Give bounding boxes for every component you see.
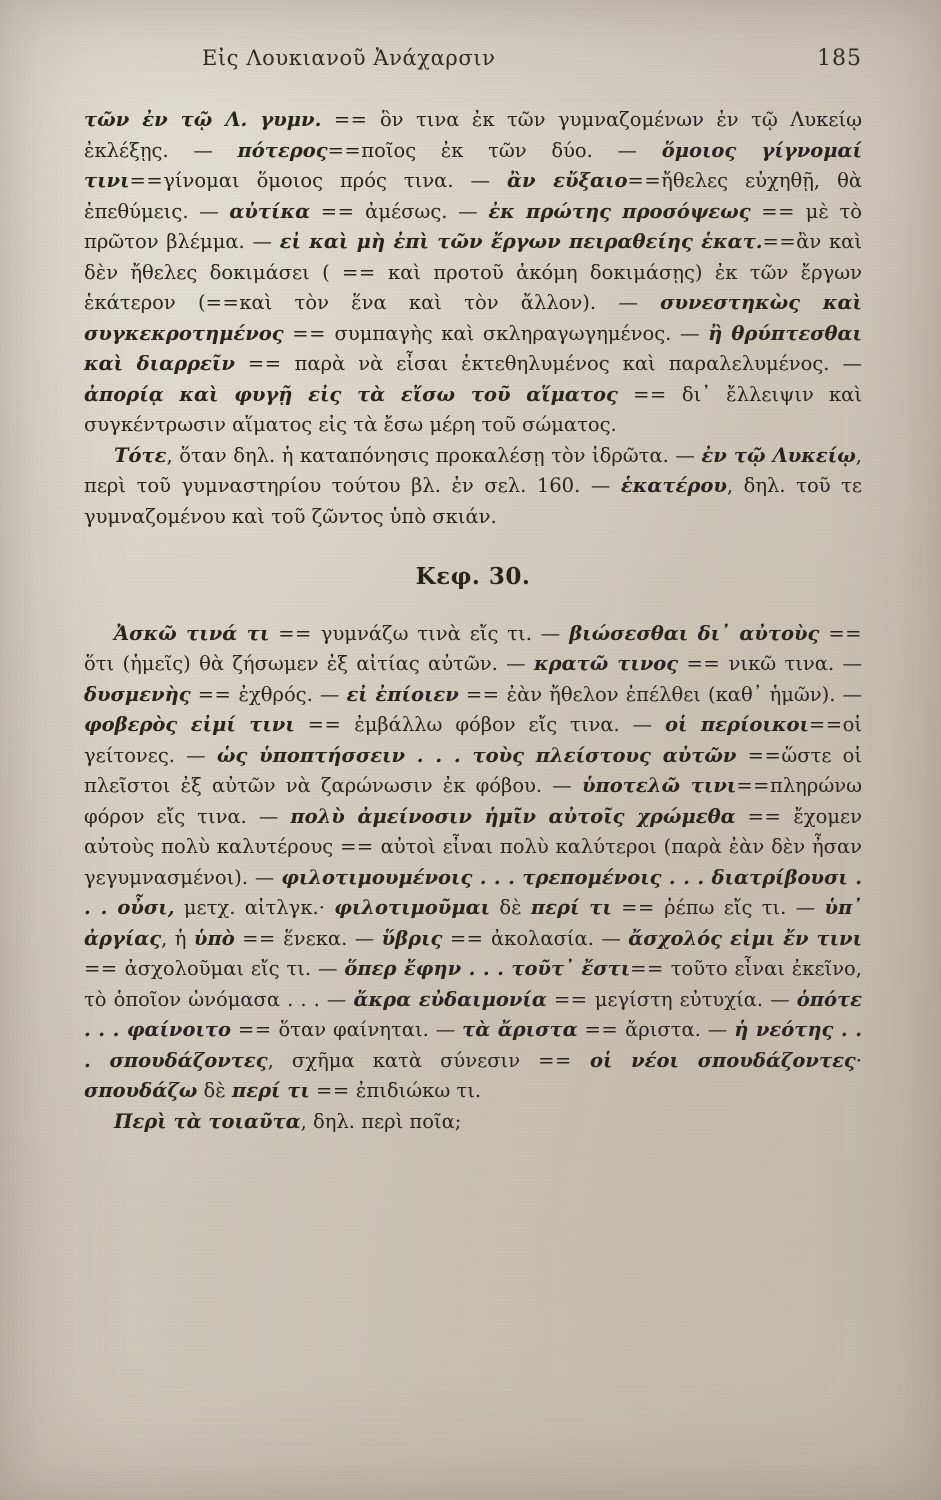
paragraph-commentary-2: Τότε, ὅταν δηλ. ἡ καταπόνησις προκαλέσῃ τὸν ἱδρῶτα. — ἐν τῷ Λυκείῳ, περὶ τοῦ γυμναστηρίου τούτου βλ. ἐν σελ. 160. — ἑκατέρου, δηλ. τοῦ τε γυμναζομένου καὶ τοῦ ζῶντος ὑπὸ σκιάν. — [84, 443, 862, 528]
paragraph-commentary-3: Ἀσκῶ τινά τι == γυμνάζω τινὰ εἴς τι. — βιώσεσθαι δι᾿ αὐτοὺς == ὅτι (ἡμεῖς) θὰ ζήσωμεν ἐξ αἰτίας αὐτῶν. — κρατῶ τινος == νικῶ τινα. — δυσμενὴς == ἐχθρός. — εἰ ἐπίοιεν == ἐὰν ἤθελον ἐπέλθει (καθ᾿ ἡμῶν). — φοβερὸς εἰμί τινι == ἐμβάλλω φόβον εἴς τινα. — οἱ περίοικοι==οἱ γείτονες. — ὡς ὑποπτήσσειν . . . τοὺς πλείστους αὐτῶν ==ὥστε οἱ πλεῖστοι ἐξ αὐτῶν νὰ ζαρώνωσιν ἐκ φόβου. — ὑποτελῶ τινι==πληρώνω φόρον εἴς τινα. — πολὺ ἀμείνοσιν ἡμῖν αὐτοῖς χρώμεθα == ἔχομεν αὐτοὺς πολὺ καλυτέρους == αὐτοὶ εἶναι πολὺ καλύτεροι (παρὰ ἐὰν δὲν ἦσαν γεγυμνασμένοι). — φιλοτιμουμένοις . . . τρεπομένοις . . . διατρίβουσι . . . οὖσι, μετχ. αἰτλγκ.· φιλοτιμοῦμαι δὲ περί τι == ῥέπω εἴς τι. — ὑπ᾿ ἀργίας, ἡ ὑπὸ == ἕνεκα. — ὕβρις == ἀκολασία. — ἄσχολός εἰμι ἔν τινι == ἀσχολοῦμαι εἴς τι. — ὅπερ ἔφην . . . τοῦτ᾿ ἔστι== τοῦτο εἶναι ἐκεῖνο, τὸ ὁποῖον ὠνόμασα . . . — ἄκρα εὐδαιμονία == μεγίστη εὐτυχία. — ὁπότε . . . φαίνοιτο == ὅταν φαίνηται. — τὰ ἄριστα == ἄριστα. — ἡ νεότης . . . σπουδάζοντες, σχῆμα κατὰ σύνεσιν == οἱ νέοι σπουδάζοντες· σπουδάζω δὲ περί τι == ἐπιδιώκω τι. — [84, 621, 863, 1102]
running-title: Εἰς Λουκιανοῦ Ἀνάχαρσιν — [202, 46, 496, 70]
body-text — [72, 105, 872, 1137]
page-number: 185 — [817, 46, 862, 71]
page-content — [72, 46, 872, 1137]
paragraph-commentary-1: τῶν ἐν τῷ Λ. γυμν. == ὃν τινα ἐκ τῶν γυμναζομένων ἐν τῷ Λυκείῳ ἐκλέξῃς. — πότερος==ποῖος ἐκ τῶν δύο. — ὅμοιος γίγνομαί τινι==γίνομαι ὅμοιος πρός τινα. — ἂν εὔξαιο==ἤθελες εὐχηθῇ, θὰ ἐπεθύμεις. — αὐτίκα == ἀμέσως. — ἐκ πρώτης προσόψεως == μὲ τὸ πρῶτον βλέμμα. — εἰ καὶ μὴ ἐπὶ τῶν ἔργων πειραθείης ἑκατ.==ἂν καὶ δὲν ἤθελες δοκιμάσει ( == καὶ προτοῦ ἀκόμη δοκιμάσῃς) ἐκ τῶν ἔργων ἑκάτερον (==καὶ τὸν ἕνα καὶ τὸν ἄλλον). — συνεστηκὼς καὶ συγκεκροτημένος == συμπαγὴς καὶ σκληραγωγημένος. — ἢ θρύπτεσθαι καὶ διαρρεῖν == παρὰ νὰ εἶσαι ἐκτεθηλυμένος καὶ παραλελυμένος. — ἀπορίᾳ καὶ φυγῇ εἰς τὰ εἴσω τοῦ αἵματος == δι᾿ ἔλλειψιν καὶ συγκέντρωσιν αἵματος εἰς τὰ ἔσω μέρη τοῦ σώματος. — [84, 108, 863, 436]
chapter-heading: Κεφ. 30. — [415, 563, 531, 590]
page-header — [72, 46, 872, 71]
paragraph-commentary-4: Περὶ τὰ τοιαῦτα, δηλ. περὶ ποῖα; — [114, 1109, 462, 1133]
